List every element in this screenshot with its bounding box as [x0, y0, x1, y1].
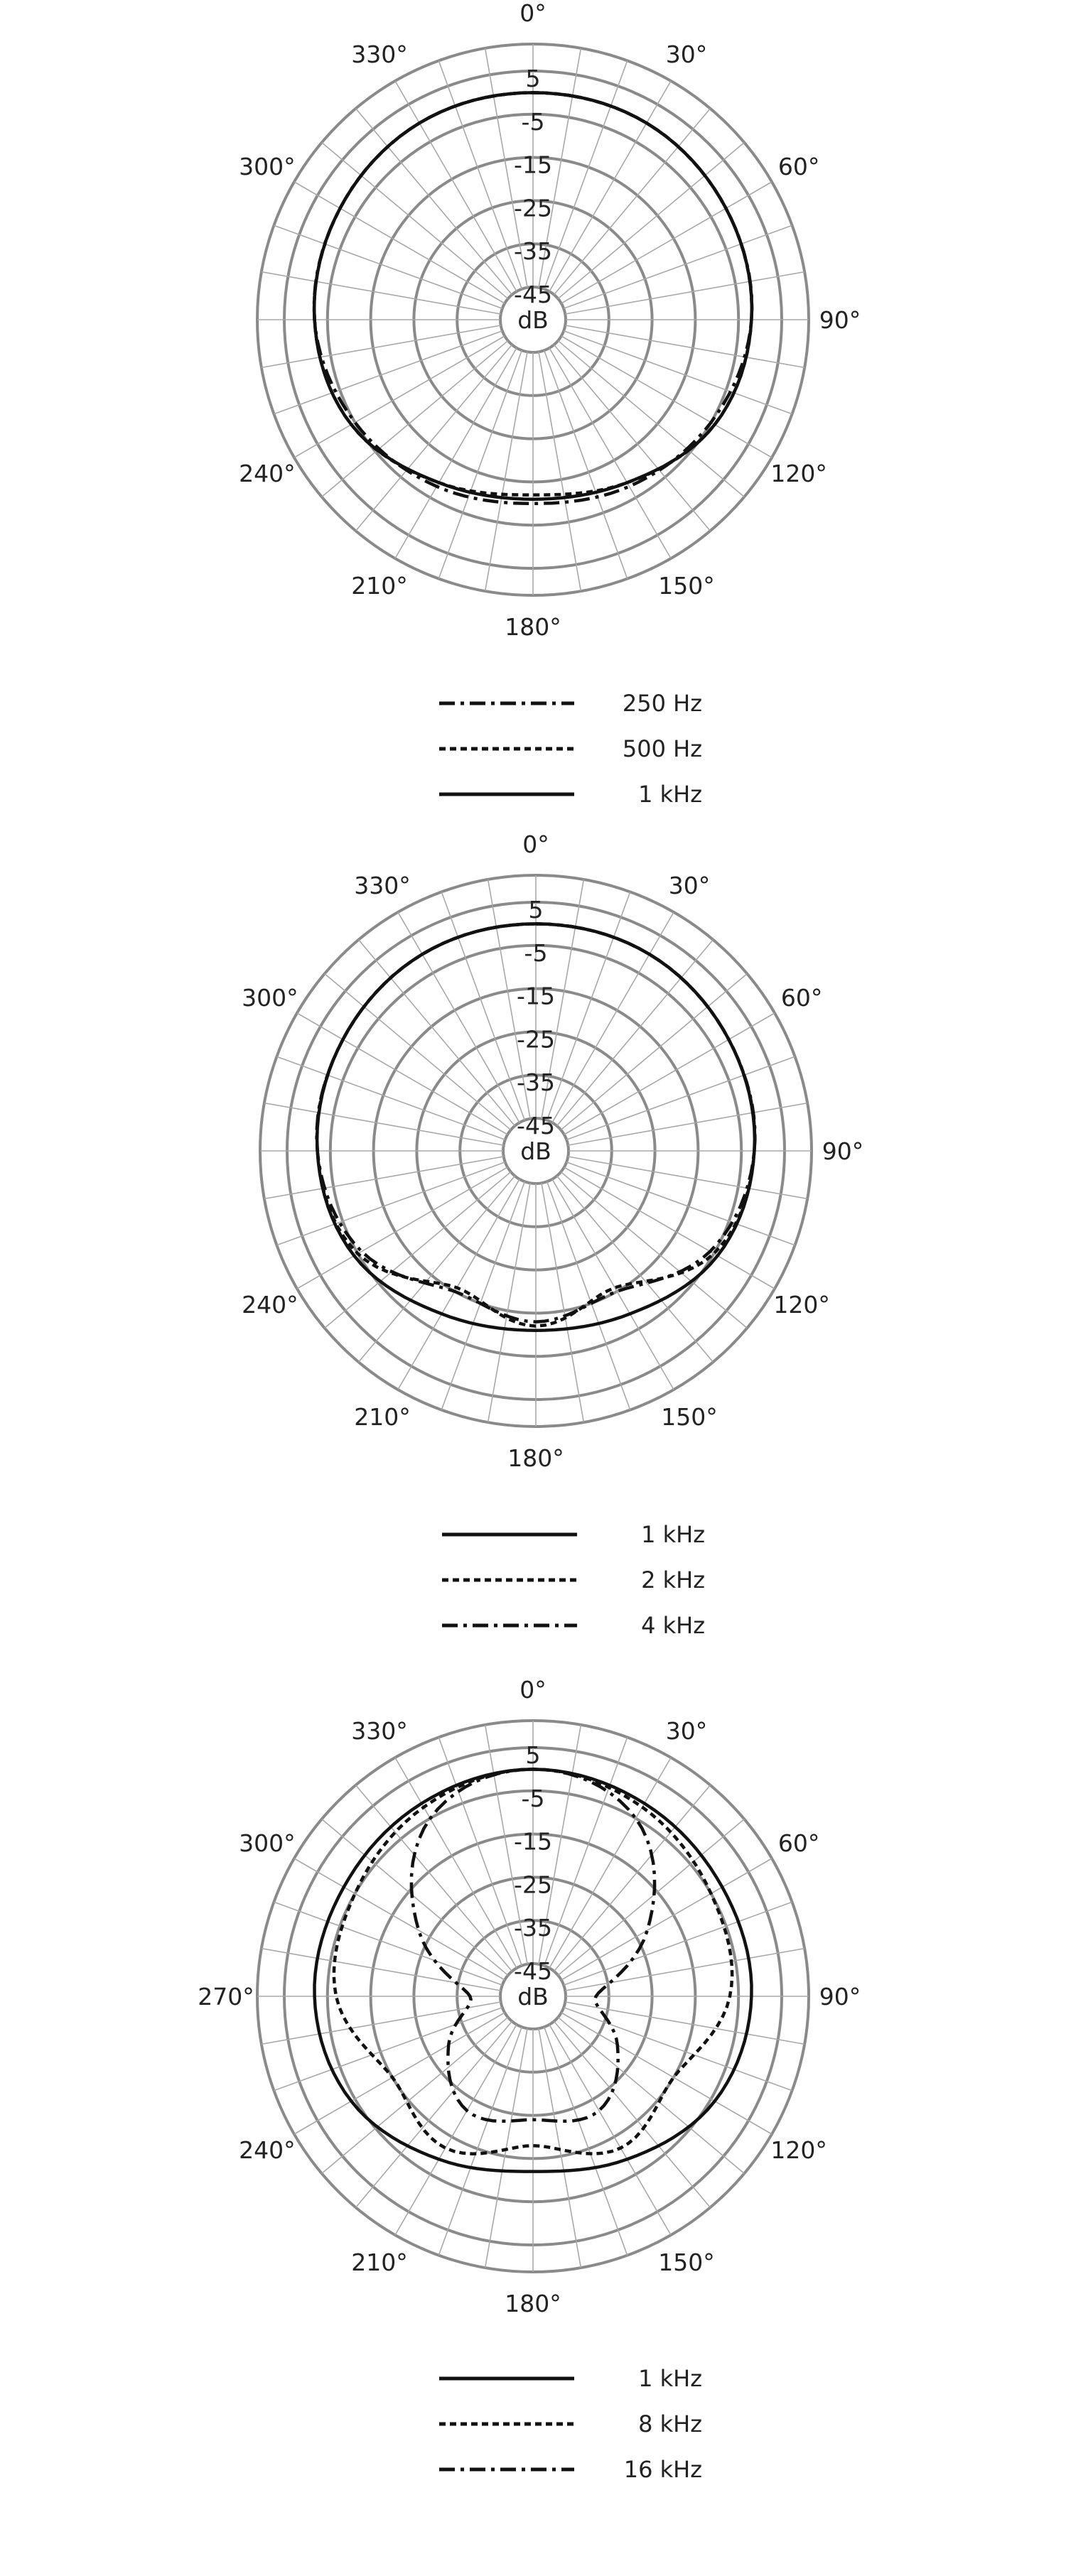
spoke	[398, 1179, 519, 1390]
spoke	[441, 1181, 524, 1409]
ring-label: -35	[514, 237, 552, 266]
polar-chart-3	[198, 1676, 861, 2483]
spoke	[262, 272, 501, 314]
ring-label: -45	[514, 281, 552, 308]
spoke	[274, 2008, 502, 2091]
angle-label: 30°	[665, 40, 708, 68]
angle-label: 240°	[242, 1291, 298, 1319]
legend-label: 2 kHz	[641, 1566, 705, 1593]
spoke	[561, 336, 772, 458]
spoke	[264, 1103, 504, 1145]
legend	[442, 1521, 705, 1639]
spoke	[262, 1949, 501, 1991]
angle-label: 180°	[505, 2290, 561, 2317]
legend	[439, 690, 702, 808]
spoke	[564, 2008, 792, 2091]
ring-label: -35	[517, 1068, 555, 1097]
angle-label: 300°	[239, 153, 296, 180]
legend-label: 1 kHz	[638, 781, 702, 808]
spoke	[262, 2002, 501, 2044]
angle-label: 300°	[239, 1829, 296, 1857]
angle-label: 240°	[239, 2136, 296, 2164]
ring-label: -25	[517, 1025, 555, 1054]
spoke	[264, 1157, 504, 1198]
angle-label: 150°	[658, 2248, 715, 2277]
spoke	[565, 325, 804, 367]
center-label: dB	[517, 1983, 549, 2011]
legend-label: 1 kHz	[638, 2365, 702, 2392]
spoke	[552, 912, 674, 1122]
spoke	[564, 1167, 775, 1289]
ring-label: -25	[514, 1871, 552, 1899]
spoke	[564, 331, 792, 414]
spoke	[565, 2002, 804, 2044]
angle-label: 210°	[351, 2248, 408, 2277]
legend-label: 500 Hz	[622, 735, 702, 762]
angle-label: 210°	[354, 1403, 411, 1432]
ring-label: 5	[528, 896, 544, 924]
spoke	[542, 1183, 583, 1422]
spoke	[566, 1056, 795, 1140]
ring-label: -45	[514, 1957, 552, 1985]
angle-label: 150°	[661, 1403, 718, 1432]
angle-label: 330°	[354, 871, 411, 899]
spoke	[274, 331, 502, 414]
angle-label: 60°	[777, 1829, 820, 1857]
spoke	[395, 2025, 517, 2235]
spoke	[544, 2027, 628, 2255]
spoke	[274, 225, 502, 308]
spoke	[549, 348, 671, 558]
spoke	[564, 225, 792, 308]
ring-label: -25	[514, 194, 552, 222]
angle-label: 120°	[770, 2136, 827, 2164]
ring-label: -5	[521, 107, 545, 136]
legend-label: 4 kHz	[641, 1612, 705, 1639]
ring-label: -35	[514, 1914, 552, 1942]
angle-label: 210°	[351, 572, 408, 600]
spoke	[564, 1902, 792, 1985]
spoke	[488, 1183, 530, 1422]
legend	[439, 2365, 702, 2483]
angle-label: 270°	[198, 1983, 254, 2011]
angle-label: 90°	[819, 1983, 861, 2011]
angle-label: 0°	[519, 0, 547, 27]
spoke	[276, 1056, 505, 1140]
angle-label: 240°	[239, 460, 296, 487]
ring-label: -5	[524, 938, 548, 967]
angle-label: 30°	[665, 1716, 708, 1745]
spoke	[294, 336, 505, 458]
spoke	[568, 1157, 807, 1198]
angle-label: 300°	[242, 984, 298, 1012]
spoke	[561, 1858, 772, 1980]
legend-label: 250 Hz	[622, 690, 702, 717]
spoke	[398, 912, 519, 1122]
center-label: dB	[520, 1137, 551, 1165]
legend-label: 1 kHz	[641, 1521, 705, 1548]
angle-label: 90°	[819, 306, 861, 334]
angle-label: 90°	[822, 1137, 864, 1165]
angle-label: 120°	[770, 460, 827, 487]
angle-label: 150°	[658, 572, 715, 600]
spoke	[549, 81, 671, 291]
ring-label: -15	[517, 982, 555, 1010]
spoke	[262, 325, 501, 367]
angle-label: 330°	[351, 40, 408, 68]
spoke	[485, 352, 527, 591]
spoke	[438, 2027, 522, 2255]
spoke	[294, 1858, 505, 1980]
spoke	[395, 81, 517, 291]
polar-chart-2	[242, 830, 863, 1639]
polar-chart-1	[239, 0, 861, 808]
spoke	[544, 350, 628, 578]
spoke	[395, 348, 517, 558]
angle-label: 60°	[780, 984, 823, 1012]
angle-label: 330°	[351, 1716, 408, 1745]
center-label: dB	[517, 306, 549, 334]
spoke	[568, 1103, 807, 1145]
spoke	[438, 350, 522, 578]
legend-label: 16 kHz	[623, 2456, 702, 2483]
ring-label: -5	[521, 1784, 545, 1812]
angle-label: 180°	[507, 1444, 564, 1472]
angle-label: 180°	[505, 613, 561, 641]
ring-label: -15	[514, 1827, 552, 1856]
ring-label: 5	[525, 1741, 541, 1769]
spoke	[552, 1179, 674, 1390]
spoke	[276, 1162, 505, 1245]
angle-label: 120°	[773, 1291, 830, 1319]
spoke	[566, 1162, 795, 1245]
spoke	[565, 1949, 804, 1991]
spoke	[565, 272, 804, 314]
spoke	[561, 2013, 772, 2134]
spoke	[549, 2025, 671, 2235]
angle-label: 60°	[777, 153, 820, 180]
ring-label: -15	[514, 151, 552, 179]
ring-label: 5	[525, 65, 541, 92]
ring-label: -45	[517, 1112, 555, 1140]
spoke	[539, 352, 581, 591]
angle-label: 0°	[519, 1676, 547, 1704]
legend-label: 8 kHz	[638, 2410, 702, 2437]
angle-label: 0°	[522, 830, 549, 858]
spoke	[274, 1902, 502, 1985]
angle-label: 30°	[668, 871, 711, 899]
spoke	[297, 1167, 507, 1289]
spoke	[547, 1181, 630, 1409]
